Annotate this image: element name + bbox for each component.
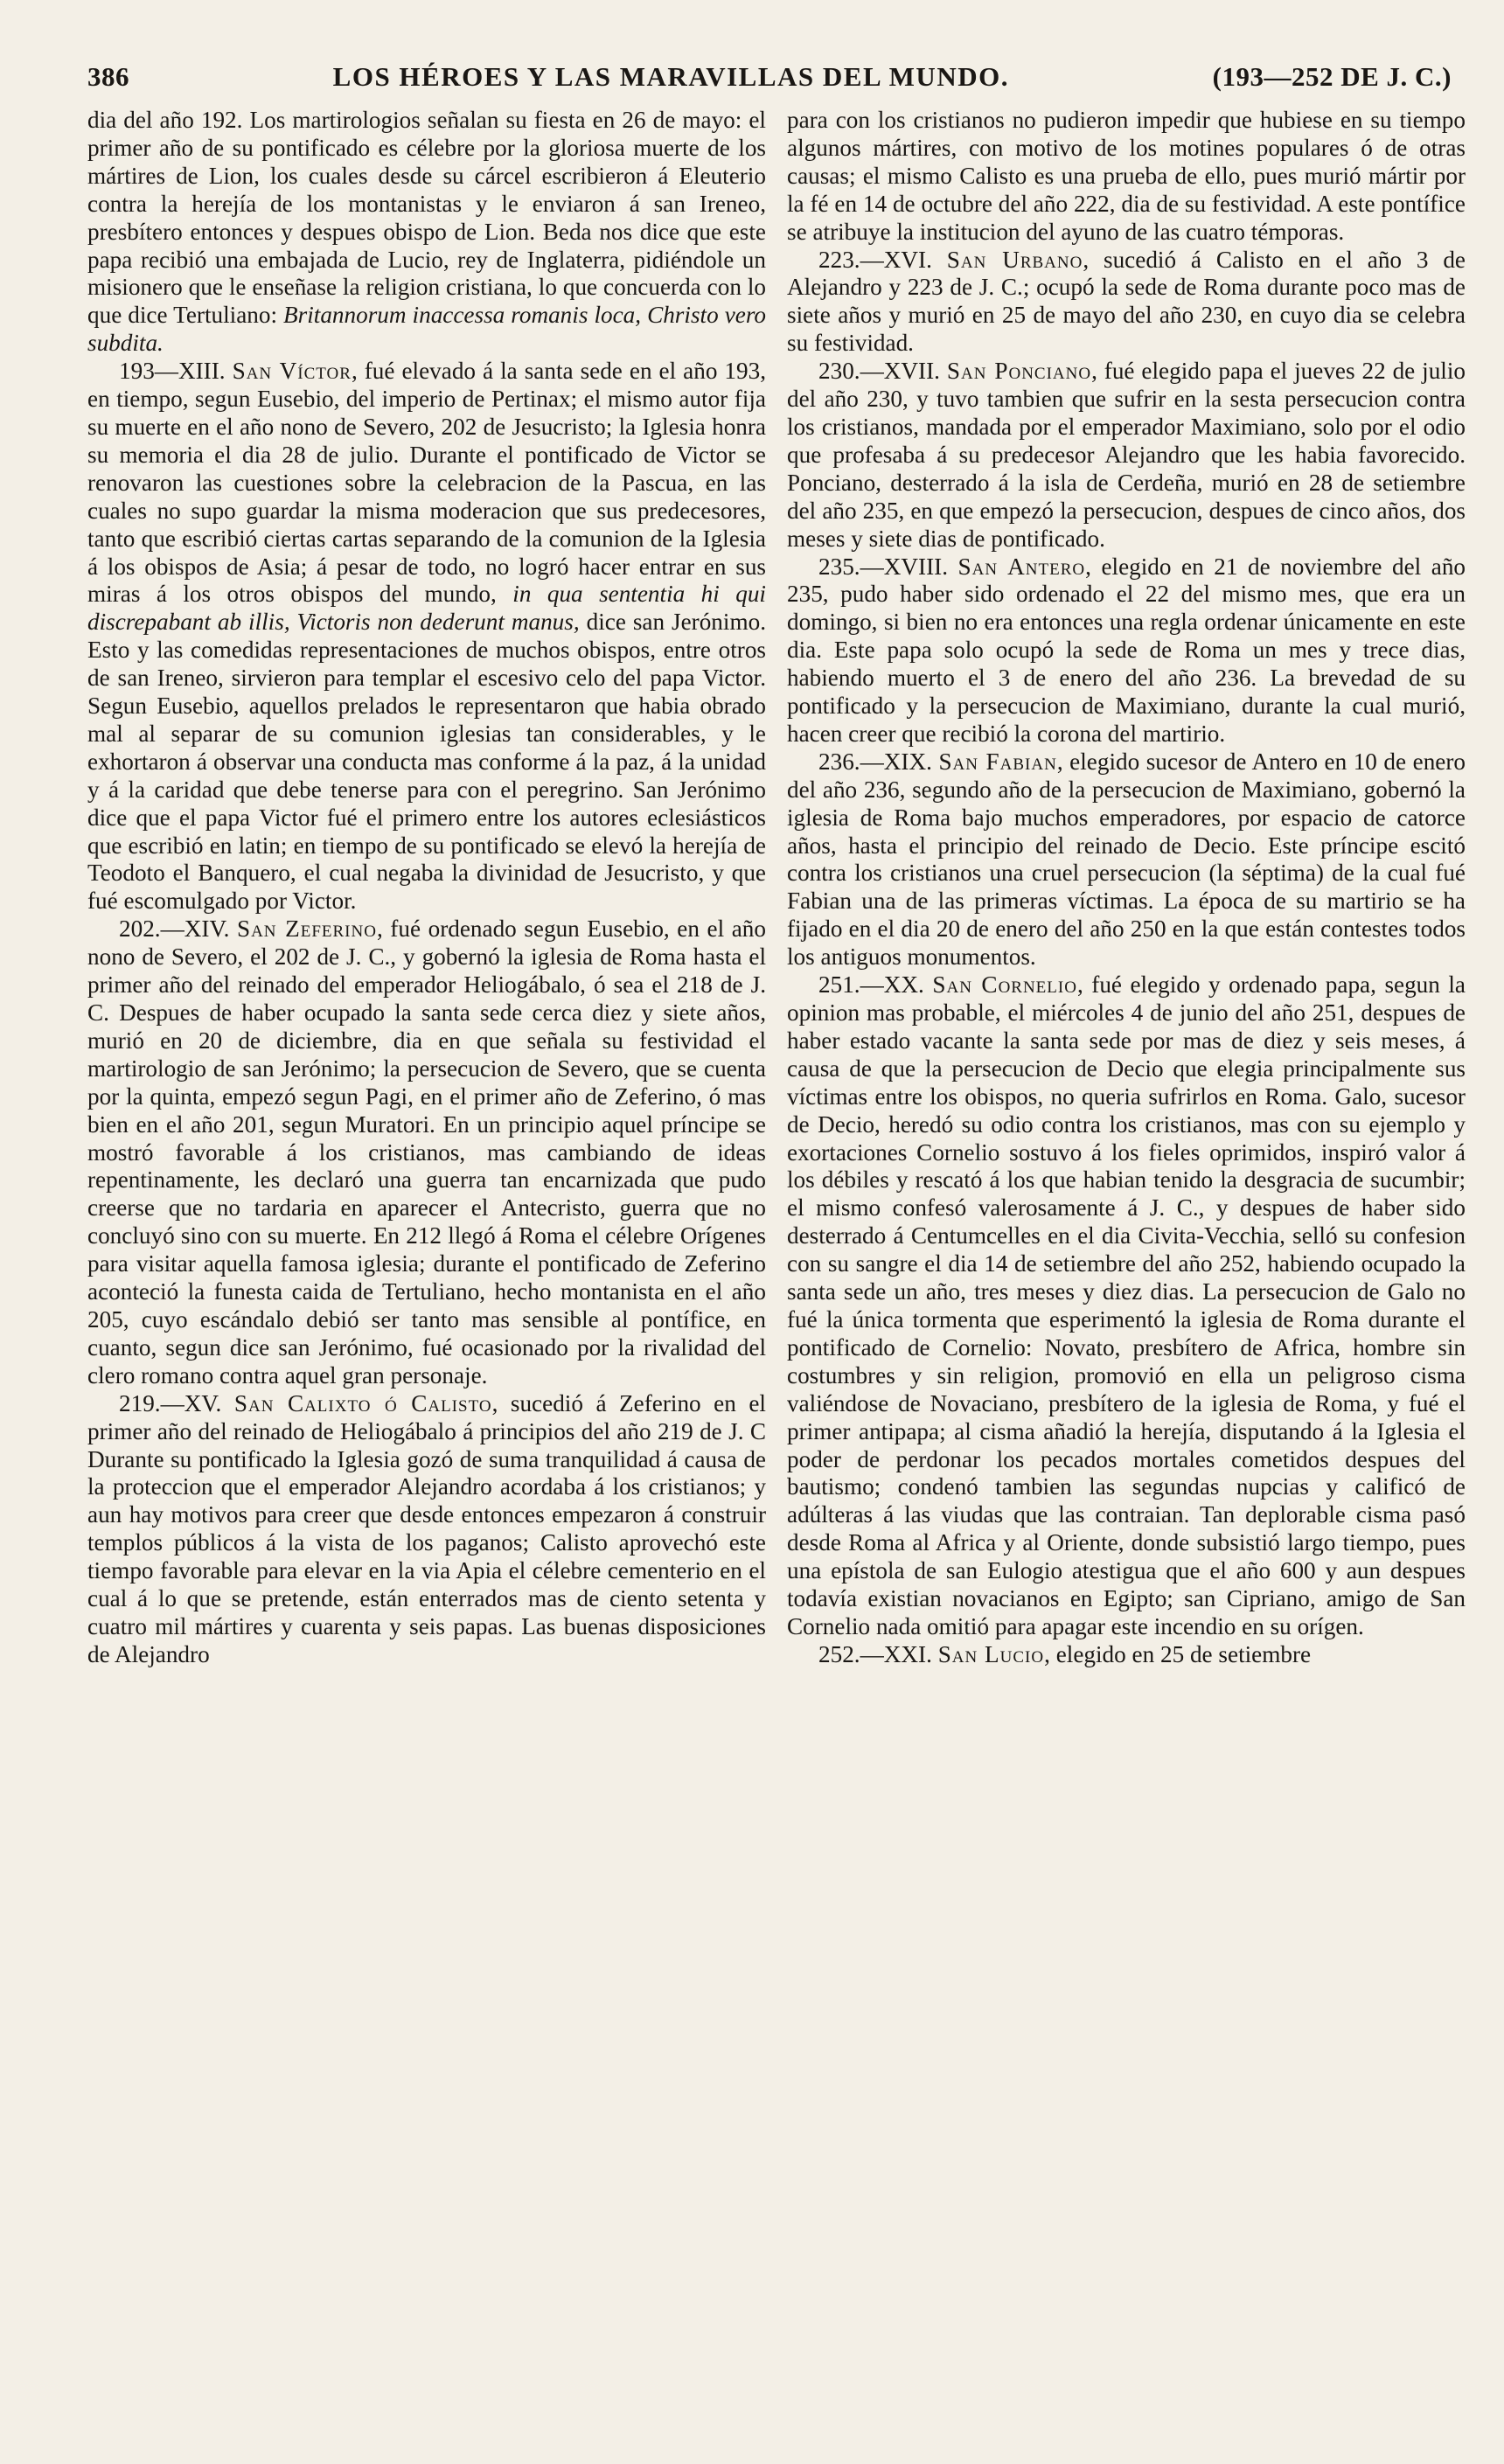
entry-cornelio [787,971,1466,1641]
book-title: LOS HÉROES Y LAS MARAVILLAS DEL MUNDO. [332,61,1009,92]
entry-text: , fué elegido papa el jueves 22 de julio del año 230, y tuvo tambien que sufrir en la sesta persecucion contra los cristianos, mandada por el emperador Maximiano, solo por el odio que profesaba á su predecesor Alejandro que les habia favorecido. Ponciano, desterrado á la isla de Cerdeña, murió en 28 de setiembre del año 235, en que empezó la persecucion, despues de cinco años, dos meses y siete dias de pontificado. [787,358,1466,552]
entry-number: 252.—XXI. [818,1640,932,1667]
entry-text: , fué ordenado segun Eusebio, en el año nono de Severo, el 202 de J. C., y gobernó la iglesia de Roma hasta el primer año del reinado del emperador Heliogábalo, ó sea el 218 de J. C. Despues de haber ocupado la santa sede cerca diez y siete años, murió en 20 de diciembre, dia en que señala su festividad el martirologio de san Jerónimo; la persecucion de Severo, que se cuenta por la quinta, empezó segun Pagi, en el primer año de Zeferino, ó mas bien en el año 201, segun Muratori. En un principio aquel príncipe se mostró favorable á los cristianos, mas cambiando de ideas repentinamente, les declaró una guerra tan encarnizada que pudo creerse que no tardaria en aparecer el Antecristo, guerra que no concluyó sino con su muerte. En 212 llegó á Roma el célebre Orígenes para visitar aquella famosa iglesia; durante el pontificado de Zeferino aconteció la funesta caida de Tertuliano, hecho montanista en el año 205, cuyo escándalo debió ser tanto mas sensible al pontífice, en cuanto, segun dice san Jerónimo, fué ocasionado por la rivalidad del clero romano contra aquel gran personaje. [87,915,766,1389]
text-columns [87,107,1466,1669]
paragraph-text: para con los cristianos no pudieron impedir que hubiese en su tiempo algunos mártires, con motivo de los motines populares ó de otras causas; el mismo Calisto es una prueba de ello, pues murió mártir por la fé en 14 de octubre del año 222, dia de su festividad. A este pontífice se atribuye la institucion del ayuno de las cuatro témporas. [787,107,1466,245]
entry-zeferino [87,915,766,1389]
entry-lucio [787,1641,1466,1669]
pope-name: San Cornelio [932,971,1077,999]
entry-number: 236.—XIX. [818,748,932,775]
entry-urbano [787,247,1466,358]
paragraph-eleuterio-continuation [87,107,766,358]
entry-number: 235.—XVIII. [818,553,948,580]
paragraph-calixto-continuation [787,107,1466,247]
pope-name: San Urbano [946,246,1083,273]
date-range: (193—252 DE J. C.) [1212,61,1452,92]
paragraph-text: dia del año 192. Los martirologios señalan su fiesta en 26 de mayo: el primer año de su pontificado es célebre por la gloriosa muerte de los mártires de Lion, los cuales desde su cárcel escribieron á Eleuterio contra la herejía de los montanistas y le enviaron á san Ireneo, presbítero entonces y despues obispo de Lion. Beda nos dice que este papa recibió una embajada de Lucio, rey de Inglaterra, pidiéndole un misionero que le enseñase la religion cristiana, lo que concuerda con lo que dice Tertuliano: [87,107,766,329]
entry-text: , elegido en 25 de setiembre [1044,1640,1312,1667]
pope-name: San Ponciano [946,358,1092,385]
pope-name: San Antero [957,553,1086,580]
entry-text: , fué elegido y ordenado papa, segun la opinion mas probable, el miércoles 4 de junio del año 251, despues de haber estado vacante la santa sede por mas de diez y seis meses, á causa de que la persecucion de Decio que elegia principalmente sus víctimas entre los obispos, no queria sufrirlos en Roma. Galo, sucesor de Decio, heredó su odio contra los cristianos, mas con su ejemplo y exortaciones Cornelio sostuvo á los fieles oprimidos, inspiró valor á los débiles y rescató á los que habian tenido la desgracia de sucumbir; el mismo confesó valerosamente á J. C., y despues de haber sido desterrado á Centumcelles en el dia Civita-Vecchia, selló su confesion con su sangre el dia 14 de setiembre del año 252, habiendo ocupado la santa sede un año, tres meses y diez dias. La persecucion de Galo no fué la única tormenta que esperimentó la iglesia de Roma durante el pontificado de Cornelio: Novato, presbítero de Africa, hombre sin costumbres y sin religion, promovió en ella un peligroso cisma valiéndose de Novaciano, presbítero de la iglesia de Roma, y fué el primer antipapa; al cisma añadió la herejía, disputando á la Iglesia el poder de perdonar los pecados mortales cometidos despues del bautismo; condenó tambien las segundas nupcias y calificó de adúlteras á las viudas que las contraian. Tan deplorable cisma pasó desde Roma al Africa y al Oriente, donde subsistió largo tiempo, pues una epístola de san Eulogio atestigua que el año 600 y aun despues todavía existian novacianos en Egipto; san Cipriano, amigo de San Cornelio nada omitió para apagar este incendio en su orígen. [787,971,1466,1639]
latin-quote: Britannorum inaccessa romanis loca, Christo vero subdita. [87,302,767,357]
left-column [87,107,766,1669]
entry-ponciano [787,358,1466,553]
entry-number: 251.—XX. [818,971,924,999]
entry-number: 219.—XV. [119,1389,222,1416]
entry-text: , sucedió á Calisto en el año 3 de Alejandro y 223 de J. C.; ocupó la sede de Roma durante poco mas de siete años y murió en 25 de mayo del año 230, en cuyo dia se celebra su festividad. [787,246,1466,357]
entry-fabian [787,748,1466,971]
latin-quote: in qua sententia hi qui discrepabant ab illis, Victoris non dederunt manus, [87,581,766,636]
entry-text: , sucedió á Zeferino en el primer año del reinado de Heliogábalo á principios del año 219 de J. C Durante su pontificado la Iglesia gozó de suma tranquilidad á causa de la proteccion que el emperador Alejandro acordaba á los cristianos; y aun hay motivos para creer que desde entonces empezaron á construir templos públicos á la vista de los paganos; Calisto aprovechó este tiempo favorable para elevar en la via Apia el célebre cementerio en el cual á lo que se pretende, están enterrados mas de ciento setenta y cuatro mil mártires y cuarenta y seis papas. Las buenas disposiciones de Alejandro [87,1389,766,1667]
entry-text: , elegido sucesor de Antero en 10 de enero del año 236, segundo año de la persecucion de Maximiano, gobernó la iglesia de Roma bajo muchos emperadores, por espacio de catorce años, hasta el principio del reinado de Decio. Este príncipe escitó contra los cristianos una cruel persecucion (la séptima) de la cual fué Fabian una de las primeras víctimas. La época de su martirio se ha fijado en el dia 20 de enero del año 250 en la que están contestes todos los antiguos monumentos. [787,748,1466,971]
pope-name: San Calixto ó Calisto [233,1389,492,1416]
right-column [787,107,1466,1669]
entry-victor [87,358,766,915]
entry-text: , elegido en 21 de noviembre del año 235, pudo haber sido ordenado el 22 del mismo mes, que era un domingo, si bien no era entonces una regla ordenar únicamente en este dia. Este papa solo ocupó la sede de Roma un mes y trece dias, habiendo muerto el 3 de enero del año 236. La brevedad de su pontificado y la persecucion de Maximiano, durante la cual murió, hacen creer que recibió la corona del martirio. [787,553,1466,747]
entry-number: 193—XIII. [119,358,226,385]
entry-text: , fué elevado á la santa sede en el año 193, en tiempo, segun Eusebio, del imperio de Pertinax; el mismo autor fija su muerte en el año nono de Severo, 202 de Jesucristo; la Iglesia honra su memoria el dia 28 de julio. Durante el pontificado de Victor se renovaron las cuestiones sobre la celebracion de la Pascua, en las cuales no supo guardar la misma moderacion que sus predecesores, tanto que escribió ciertas cartas separando de la comunion de la Iglesia á los obispos de Asia; á pesar de todo, no logró hacer entrar en sus miras á los otros obispos del mundo, [87,358,766,608]
pope-name: San Lucio [937,1640,1045,1667]
running-head [87,61,1452,100]
entry-number: 202.—XIV. [119,915,230,943]
entry-text: dice san Jerónimo. Esto y las comedidas representaciones de muchos obispos, entre otros de san Ireneo, sirvieron para templar el escesivo celo del papa Victor. Segun Eusebio, aquellos prelados le representaron que habia obrado mal al separar de su comunion iglesias tan considerables, y le exhortaron á observar una conducta mas conforme á la paz, á la unidad y á la caridad que debe tenerse para con el peregrino. San Jerónimo dice que el papa Victor fué el primero entre los autores eclesiásticos que escribió en latin; en tiempo de su pontificado se elevó la herejía de Teodoto el Banquero, el cual negaba la divinidad de Jesucristo, y que fué escomulgado por Victor. [87,609,766,915]
pope-name: San Zeferino [236,915,377,943]
entry-number: 230.—XVII. [818,358,940,385]
page-number: 386 [87,61,129,92]
entry-antero [787,553,1466,748]
entry-number: 223.—XVI. [818,246,932,273]
entry-calixto [87,1390,766,1669]
pope-name: San Fabian [938,748,1057,775]
pope-name: San Víctor [232,358,352,385]
